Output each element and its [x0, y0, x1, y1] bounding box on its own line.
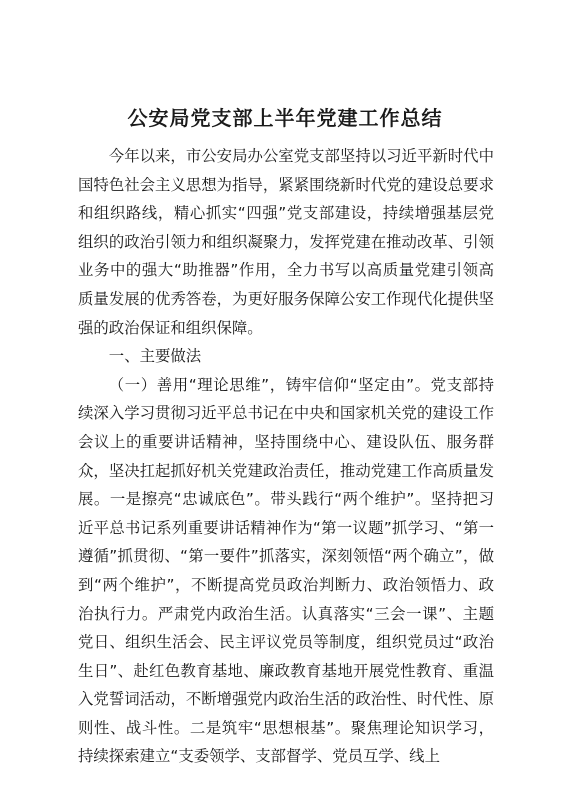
intro-paragraph: 今年以来，市公安局办公室党支部坚持以习近平新时代中国特色社会主义思想为指导，紧紧围绕新时代党的建设总要求和组织路线，精心抓实“四强”党支部建设，持续增强基层党组织的政治引领力和组织凝聚力，发挥党建在推动改革、引领业务中的强大“助推器”作用，全力书写以高质量党建引领高质量发展的优秀答卷，为更好服务保障公安工作现代化提供坚强的政治保证和组织保障。: [78, 147, 494, 337]
document-title: 公安局党支部上半年党建工作总结: [127, 106, 443, 130]
section-paragraph: （一）善用“理论思维”，铸牢信仰“坚定由”。党支部持续深入学习贯彻习近平总书记在中央和国家机关党的建设工作会议上的重要讲话精神，坚持围绕中心、建设队伍、服务群众，坚决扛起抓好机关党建政治责任，推动党建工作高质量发展。一是擦亮“忠诚底色”。带头践行“两个维护”。坚持把习近平总书记系列重要讲话精神作为“第一议题”抓学习、“第一遵循”抓贯彻、“第一要件”抓落实，深刻领悟“两个确立”，做到“两个维护”，不断提高党员政治判断力、政治领悟力、政治执行力。严肃党内政治生活。认真落实“三会一课”、主题党日、组织生活会、民主评议党员等制度，组织党员过“政治生日”、赴红色教育基地、廉政教育基地开展党性教育、重温入党誓词活动，不断增强党内政治生活的政治性、时代性、原则性、战斗性。二是筑牢“思想根基”。聚焦理论知识学习，持续探索建立“支委领学、支部督学、党员互学、线上: [78, 375, 494, 766]
document-body: [78, 142, 494, 771]
section-heading: 一、主要做法: [108, 347, 202, 366]
